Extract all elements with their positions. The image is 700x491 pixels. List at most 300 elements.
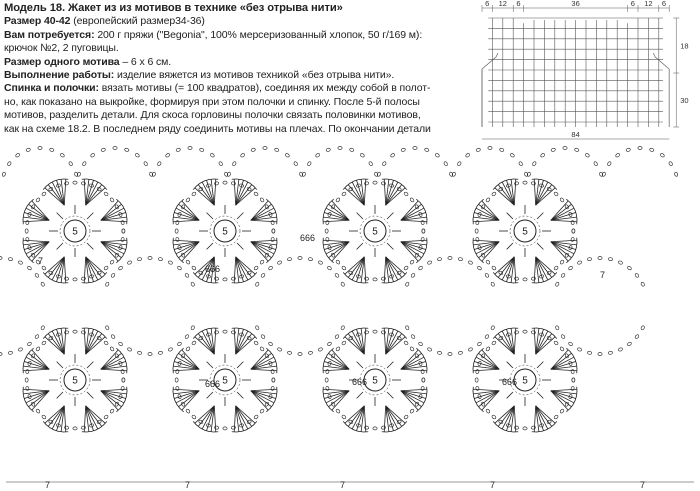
edge-count-label: 7 <box>600 270 606 280</box>
chain-stitch <box>373 278 377 281</box>
chain-stitch <box>231 182 236 186</box>
materials-label: Вам потребуется: <box>4 28 95 41</box>
stitch-top <box>196 276 200 279</box>
stitch-top <box>323 242 324 247</box>
chain-stitch <box>232 161 237 166</box>
dc-stitch <box>237 243 243 249</box>
chain-stitch <box>458 351 463 355</box>
chain-stitch <box>571 237 575 242</box>
stitch-top <box>509 179 514 180</box>
chain-stitch <box>608 351 613 355</box>
chain-stitch <box>568 341 573 346</box>
chain-stitch <box>618 260 623 265</box>
stitch-top <box>23 215 24 220</box>
chain-stitch <box>340 325 345 330</box>
chain-stitch <box>341 340 346 345</box>
chain-stitch <box>26 148 31 152</box>
chain-stitch <box>381 331 386 335</box>
dc-stitch <box>357 243 363 249</box>
dc-stitch <box>237 392 243 398</box>
chain-stitch <box>214 277 219 281</box>
chain-stitch <box>418 266 423 271</box>
dc-stitch <box>387 362 393 368</box>
chain-stitch <box>223 427 227 430</box>
chain-stitch <box>421 220 425 225</box>
stitch-top <box>27 405 30 409</box>
stitch-top <box>576 242 577 247</box>
motif-size-label: Размер одного мотива <box>4 55 120 68</box>
chain-stitch <box>121 237 125 242</box>
dc-stitch <box>357 362 363 368</box>
chain-stitch <box>491 266 496 271</box>
chain-stitch <box>272 378 275 382</box>
chain-stitch <box>514 331 519 335</box>
dc-stitch <box>357 392 363 398</box>
chain-stitch <box>437 351 442 355</box>
stitch-top <box>420 256 423 260</box>
chain-stitch <box>218 161 223 166</box>
chain-stitch <box>137 351 142 355</box>
chain-stitch <box>618 347 623 352</box>
stitch-top <box>209 179 214 180</box>
dc-stitch <box>237 213 243 219</box>
chain-stitch <box>561 334 566 339</box>
stitch-top <box>509 328 514 329</box>
chain-stitch <box>254 266 259 271</box>
stitch-top <box>120 256 123 260</box>
schema-top-label: 6 <box>661 0 667 8</box>
stitch-top <box>509 282 514 283</box>
chain-stitch <box>298 353 302 356</box>
stitch-top <box>359 431 364 432</box>
stitch-top <box>496 332 500 335</box>
chain-stitch <box>271 369 275 374</box>
stitch-top <box>346 183 350 186</box>
chain-stitch <box>577 260 582 265</box>
chain-stitch <box>476 237 480 242</box>
schema-top-label: 12 <box>644 0 653 8</box>
chain-stitch <box>411 273 416 278</box>
chain-stitch <box>240 153 245 158</box>
chain-stitch <box>615 153 620 158</box>
chain-stitch <box>327 341 332 346</box>
chain-stitch <box>341 191 346 196</box>
motif-center-label: 5 <box>372 375 378 387</box>
chain-stitch <box>340 282 345 287</box>
stitch-top <box>473 215 474 220</box>
stitch-top <box>346 276 350 279</box>
chain-stitch <box>177 266 182 271</box>
chain-stitch <box>272 229 275 233</box>
stitch-top <box>400 276 404 279</box>
chain-stitch <box>302 172 306 177</box>
chain-stitch <box>452 172 456 177</box>
chain-stitch <box>531 331 536 335</box>
chain-stitch <box>435 153 440 158</box>
chain-stitch <box>185 197 190 202</box>
schema-right-label: 30 <box>680 96 689 105</box>
chain-stitch <box>560 197 565 202</box>
back-value-line-3: как на схеме 18.2. В последнем ряду соединить мотивы на плечах. По окончании детали <box>4 122 431 135</box>
chain-stitch <box>143 161 148 166</box>
stitch-top <box>196 183 200 186</box>
chain-stitch <box>64 426 69 430</box>
chain-stitch <box>607 161 612 166</box>
chain-count-label: 666 <box>502 377 518 387</box>
stitch-top <box>236 282 241 283</box>
chain-stitch <box>190 282 195 287</box>
stitch-top <box>173 391 174 396</box>
chain-stitch <box>437 257 442 261</box>
chain-stitch <box>405 282 410 287</box>
stitch-top <box>59 282 64 283</box>
chain-stitch <box>364 277 369 281</box>
chain-stitch <box>176 369 180 374</box>
chain-stitch <box>475 229 478 233</box>
dc-stitch <box>507 213 513 219</box>
chain-stitch <box>405 325 410 330</box>
chain-stitch <box>176 148 181 152</box>
stitch-top <box>236 328 241 329</box>
stitch-top <box>27 351 30 355</box>
motif-center-label: 5 <box>522 226 528 238</box>
stitch-top <box>327 202 330 206</box>
materials-line-2: крючок №2, 2 пуговицы. <box>4 42 119 55</box>
dc-stitch <box>387 392 393 398</box>
stitch-top <box>46 425 50 428</box>
chain-stitch <box>410 260 415 265</box>
motif-size-value: – 6 х 6 см. <box>122 55 172 68</box>
schema-top-label: 6 <box>516 0 521 8</box>
chain-stitch <box>531 182 536 186</box>
chain-stitch <box>427 347 432 352</box>
chain-stitch <box>64 331 69 335</box>
dc-stitch <box>537 362 543 368</box>
chain-stitch <box>325 378 328 382</box>
size-value: (европейский размер34-36) <box>73 15 205 28</box>
stitch-top <box>420 405 423 409</box>
chain-stitch <box>293 161 298 166</box>
chain-stitch <box>410 346 415 351</box>
dc-stitch <box>207 362 213 368</box>
schema-bottom-label: 84 <box>571 130 580 139</box>
stitch-top <box>400 183 404 186</box>
chain-stitch <box>491 340 496 345</box>
motif-center-label: 5 <box>522 375 528 387</box>
chain-stitch <box>523 181 527 184</box>
chain-stitch <box>540 153 545 158</box>
chain-stitch <box>585 153 590 158</box>
chain-stitch <box>176 386 180 391</box>
dc-stitch <box>387 243 393 249</box>
chain-stitch <box>476 369 480 374</box>
chain-stitch <box>8 351 13 355</box>
chain-stitch <box>476 386 480 391</box>
chain-stitch <box>104 191 109 196</box>
chain-stitch <box>277 347 282 352</box>
chain-stitch <box>35 346 40 351</box>
stitch-top <box>250 332 254 335</box>
chain-stitch <box>231 277 236 281</box>
stitch-top <box>477 202 480 206</box>
chain-stitch <box>349 148 354 152</box>
chain-stitch <box>364 426 369 430</box>
chain-stitch <box>101 148 106 152</box>
chain-stitch <box>421 237 425 242</box>
chain-stitch <box>175 229 178 233</box>
dc-stitch <box>87 392 93 398</box>
stitch-top <box>270 202 273 206</box>
chain-stitch <box>81 182 86 186</box>
chain-stitch <box>2 172 6 177</box>
chain-stitch <box>49 148 54 152</box>
chain-stitch <box>318 347 323 352</box>
chain-stitch <box>214 426 219 430</box>
stitch-top <box>276 364 277 369</box>
chain-stitch <box>105 282 110 287</box>
chain-stitch <box>404 415 409 420</box>
stitch-top <box>426 391 427 396</box>
chain-stitch <box>373 427 377 430</box>
motif-center-label: 5 <box>72 226 78 238</box>
stitch-top <box>177 405 180 409</box>
stitch-top <box>126 215 127 220</box>
stitch-top <box>59 431 64 432</box>
chain-stitch <box>81 277 86 281</box>
edge-count-label: 7 <box>640 480 646 490</box>
stitch-top <box>270 351 273 355</box>
chain-stitch <box>448 257 452 260</box>
chain-stitch <box>41 340 46 345</box>
stitch-top <box>59 328 64 329</box>
stitch-top <box>120 405 123 409</box>
stitch-top <box>570 256 573 260</box>
chain-stitch <box>111 273 116 278</box>
chain-stitch <box>260 409 265 414</box>
chain-stitch <box>457 161 462 166</box>
chain-stitch <box>554 266 559 271</box>
chain-stitch <box>418 341 423 346</box>
schema-right-label: 18 <box>680 41 689 51</box>
chain-stitch <box>560 409 565 414</box>
stitch-top <box>23 242 24 247</box>
chain-stitch <box>649 148 654 152</box>
chain-stitch <box>476 148 481 152</box>
chain-stitch <box>111 334 116 339</box>
dc-stitch <box>507 243 513 249</box>
chain-stitch <box>191 191 196 196</box>
dc-stitch <box>57 362 63 368</box>
stitch-top <box>426 242 427 247</box>
chain-stitch <box>255 325 260 330</box>
back-value-line-1: но, как показано на выкройке, формируя при этом полочки и спинку. После 5-й полосы <box>4 95 420 108</box>
chain-stitch <box>77 172 81 177</box>
stitch-top <box>196 425 200 428</box>
chain-stitch <box>263 147 267 150</box>
stitch-top <box>536 328 541 329</box>
stitch-top <box>100 183 104 186</box>
stitch-top <box>173 364 174 369</box>
schema-grid <box>482 18 669 127</box>
stitch-top <box>323 215 324 220</box>
chain-stitch <box>427 260 432 265</box>
chain-stitch <box>485 260 490 265</box>
stitch-top <box>100 425 104 428</box>
stitch-top <box>209 431 214 432</box>
stitch-top <box>86 179 91 180</box>
chain-stitch <box>175 378 178 382</box>
chain-stitch <box>660 153 665 158</box>
chain-stitch <box>64 277 69 281</box>
chain-stitch <box>176 237 180 242</box>
chain-stitch <box>260 346 265 351</box>
stitch-top <box>536 431 541 432</box>
work-label: Выполнение работы: <box>4 69 115 82</box>
chain-stitch <box>287 257 292 261</box>
chain-stitch <box>7 161 12 166</box>
chain-stitch <box>110 260 115 265</box>
edge-count-label: 7 <box>185 480 191 490</box>
chain-stitch <box>15 153 20 158</box>
chain-stitch <box>152 172 156 177</box>
chain-stitch <box>122 229 125 233</box>
schema-outline-left <box>482 53 498 127</box>
stitch-top <box>177 351 180 355</box>
stitch-top <box>236 431 241 432</box>
chain-stitch <box>73 330 77 333</box>
stitch-top <box>209 328 214 329</box>
chain-stitch <box>127 260 132 265</box>
chain-stitch <box>231 331 236 335</box>
stitch-top <box>576 215 577 220</box>
chain-stitch <box>531 277 536 281</box>
chain-stitch <box>640 325 645 330</box>
dc-stitch <box>57 213 63 219</box>
chain-stitch <box>60 153 65 158</box>
chain-stitch <box>411 334 416 339</box>
chain-stitch <box>326 220 330 225</box>
stitch-top <box>400 332 404 335</box>
chain-stitch <box>490 282 495 287</box>
chain-stitch <box>307 161 312 166</box>
chain-stitch <box>404 191 409 196</box>
dc-stitch <box>237 362 243 368</box>
stitch-top <box>86 431 91 432</box>
chain-stitch <box>514 182 519 186</box>
chain-stitch <box>563 147 567 150</box>
chain-stitch <box>465 153 470 158</box>
chain-stitch <box>327 266 332 271</box>
chain-stitch <box>413 147 417 150</box>
dc-stitch <box>357 213 363 219</box>
chain-stitch <box>315 153 320 158</box>
stitch-top <box>550 425 554 428</box>
instructions-text <box>4 2 474 136</box>
dc-stitch <box>537 243 543 249</box>
chain-stitch <box>127 347 132 352</box>
chain-stitch <box>598 257 602 260</box>
dc-stitch <box>537 213 543 219</box>
chain-stitch <box>110 197 115 202</box>
work-line <box>4 69 474 82</box>
chain-stitch <box>335 260 340 265</box>
chain-stitch <box>40 282 45 287</box>
crochet-motif-pattern <box>0 146 700 491</box>
chain-stitch <box>523 330 527 333</box>
chain-stitch <box>561 273 566 278</box>
chain-stitch <box>602 172 606 177</box>
chain-stitch <box>26 369 30 374</box>
stitch-top <box>570 405 573 409</box>
chain-stitch <box>231 426 236 430</box>
chain-stitch <box>26 237 30 242</box>
model-heading: Модель 18. Жакет из из мотивов в технике «без отрыва нити» <box>4 2 343 14</box>
stitch-top <box>576 391 577 396</box>
stitch-top <box>173 215 174 220</box>
chain-stitch <box>34 334 39 339</box>
stitch-top <box>276 242 277 247</box>
chain-stitch <box>104 340 109 345</box>
chain-stitch <box>188 147 192 150</box>
dc-stitch <box>507 362 513 368</box>
chain-stitch <box>638 147 642 150</box>
edge-count-label: 7 <box>490 480 496 490</box>
chain-stitch <box>627 341 632 346</box>
stitch-top <box>496 276 500 279</box>
work-value: изделие вяжется из мотивов техникой «без отрыва нити». <box>116 69 395 82</box>
stitch-top <box>327 405 330 409</box>
chain-stitch <box>443 161 448 166</box>
chain-stitch <box>571 369 575 374</box>
size-label: Размер 40-42 <box>4 15 71 28</box>
stitch-top <box>327 351 330 355</box>
chain-stitch <box>554 340 559 345</box>
dc-stitch <box>507 392 513 398</box>
chain-stitch <box>326 237 330 242</box>
chain-stitch <box>484 273 489 278</box>
stitch-top <box>473 364 474 369</box>
chain-stitch <box>255 282 260 287</box>
stitch-top <box>426 215 427 220</box>
dc-stitch <box>87 243 93 249</box>
chain-stitch <box>634 273 639 278</box>
chain-stitch <box>223 330 227 333</box>
chain-stitch <box>518 161 523 166</box>
chain-stitch <box>214 182 219 186</box>
schema-top-label: 12 <box>498 0 507 8</box>
stitch-top <box>386 282 391 283</box>
chain-stitch <box>488 147 492 150</box>
chain-stitch <box>260 260 265 265</box>
chain-stitch <box>410 197 415 202</box>
chain-stitch <box>110 346 115 351</box>
chain-stitch <box>523 427 527 430</box>
chain-stitch <box>560 346 565 351</box>
stitch-top <box>359 282 364 283</box>
stitch-top <box>359 179 364 180</box>
chain-stitch <box>38 147 42 150</box>
chain-stitch <box>81 426 86 430</box>
chain-stitch <box>448 353 452 356</box>
stitch-top <box>327 256 330 260</box>
chain-stitch <box>104 266 109 271</box>
stitch-top <box>359 328 364 329</box>
dc-stitch <box>57 392 63 398</box>
back-label: Спинка и полочки: <box>4 82 99 95</box>
stitch-top <box>100 332 104 335</box>
chain-stitch <box>477 266 482 271</box>
stitch-top <box>477 256 480 260</box>
